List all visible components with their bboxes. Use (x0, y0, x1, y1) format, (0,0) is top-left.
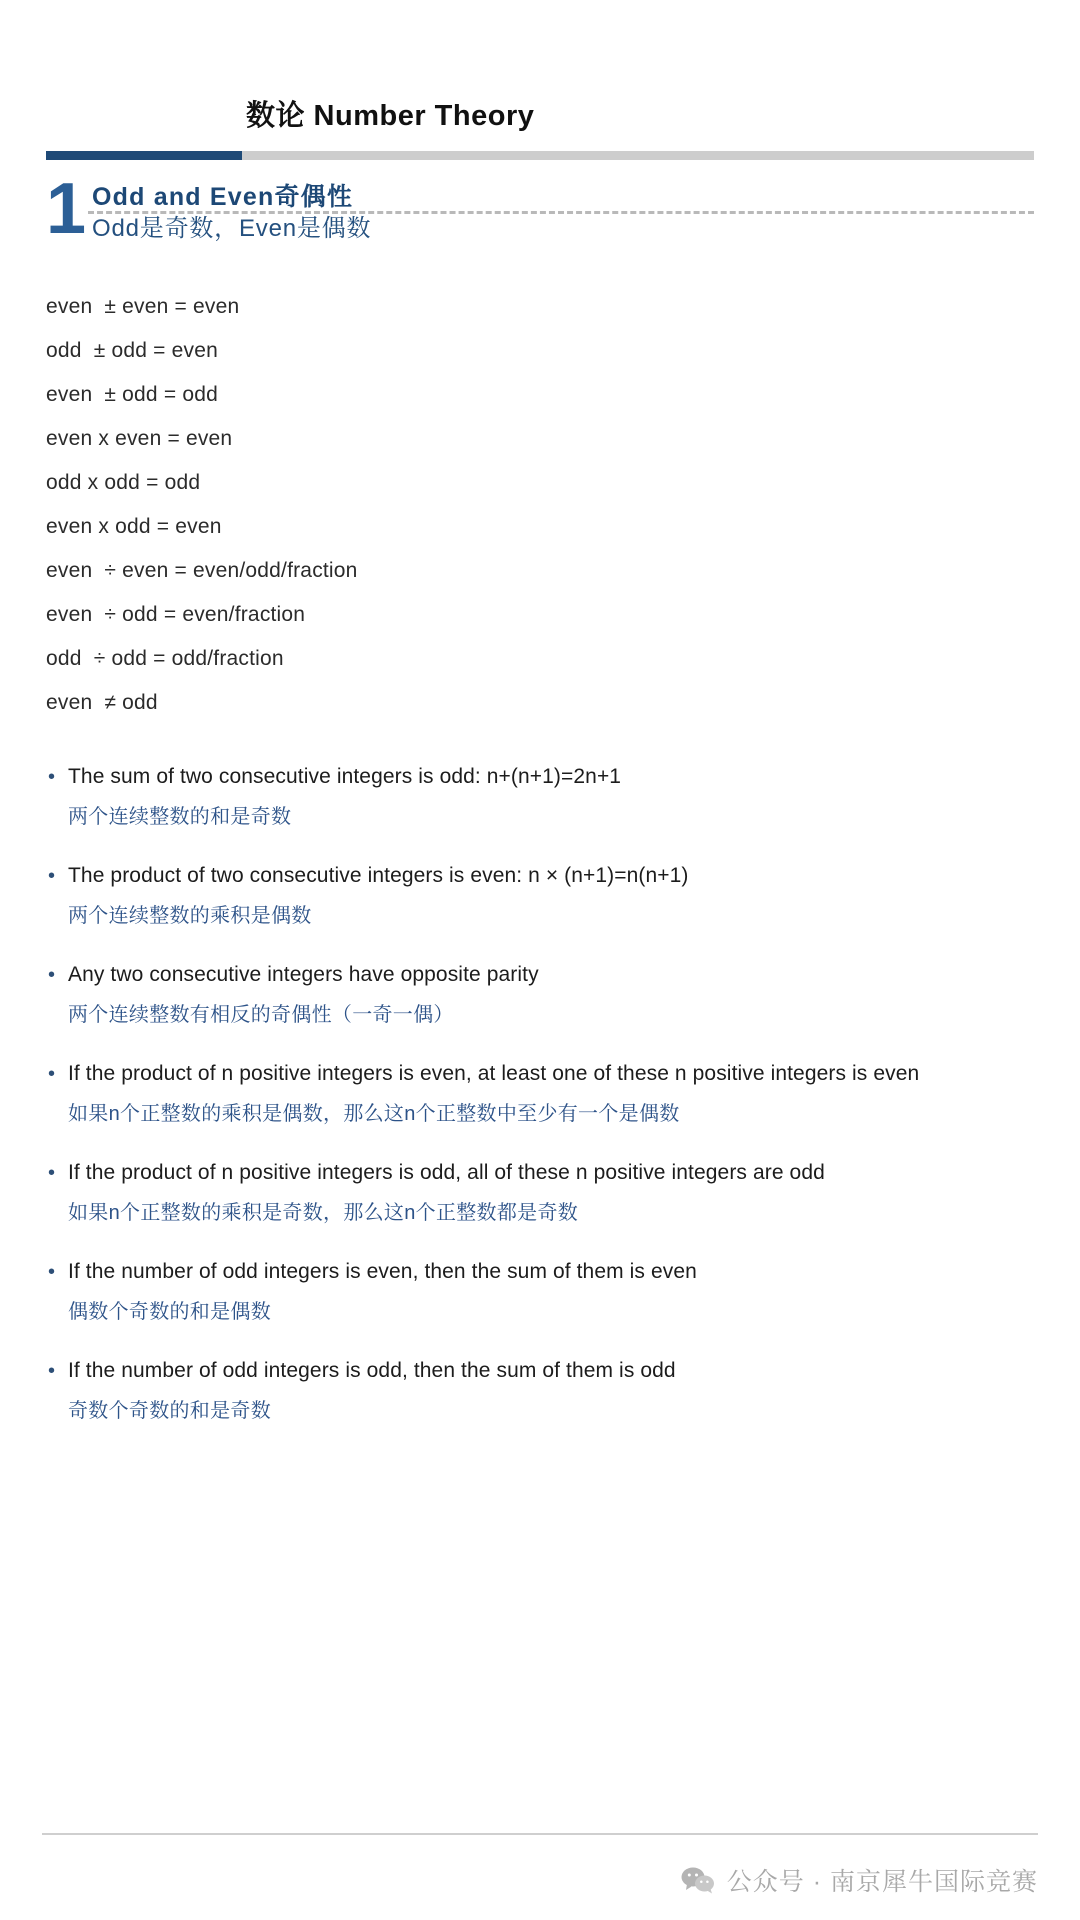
formula-line: even ÷ even = even/odd/fraction (46, 559, 358, 582)
bullet-dot-icon: • (48, 766, 56, 788)
list-item-body (68, 1257, 1046, 1327)
list-item-zh: 两个连续整数有相反的奇偶性（一奇一偶） (68, 1004, 454, 1026)
list-item (46, 960, 1046, 1030)
list-item-body (68, 960, 1046, 1030)
formula-line: odd x odd = odd (46, 471, 201, 494)
section-subtitle: Odd是奇数，Even是偶数 (92, 215, 372, 242)
bullet-dot-icon: • (48, 865, 56, 887)
formula-list (46, 285, 746, 725)
list-item-body (68, 1158, 1046, 1228)
formula-line: even ÷ odd = even/fraction (46, 603, 306, 626)
list-item (46, 1158, 1046, 1228)
list-item (46, 762, 1046, 832)
list-item-zh: 两个连续整数的乘积是偶数 (68, 905, 312, 927)
formula-line: even x even = even (46, 427, 233, 450)
list-item-en: The sum of two consecutive integers is odd: n+(n+1)=2n+1 (68, 765, 622, 788)
list-item (46, 861, 1046, 931)
section-title: Odd and Even奇偶性 (92, 183, 354, 211)
footer-divider (42, 1833, 1038, 1835)
list-item-en: Any two consecutive integers have opposite parity (68, 963, 539, 986)
list-item (46, 1257, 1046, 1327)
list-item (46, 1059, 1046, 1129)
list-item-zh: 偶数个奇数的和是偶数 (68, 1301, 271, 1323)
formula-line: even x odd = even (46, 515, 222, 538)
formula-line: even ± odd = odd (46, 383, 218, 406)
formula-line: even ≠ odd (46, 691, 158, 714)
bullet-dot-icon: • (48, 1261, 56, 1283)
bullet-dot-icon: • (48, 1063, 56, 1085)
list-item-en: If the number of odd integers is even, then the sum of them is even (68, 1260, 697, 1283)
dashed-divider (88, 211, 1034, 214)
list-item-body (68, 762, 1046, 832)
list-item-zh: 两个连续整数的和是奇数 (68, 806, 292, 828)
list-item-zh: 如果n个正整数的乘积是偶数，那么这n个正整数中至少有一个是偶数 (68, 1103, 680, 1125)
list-item-zh: 如果n个正整数的乘积是奇数，那么这n个正整数都是奇数 (68, 1202, 579, 1224)
section-number: 1 (46, 169, 87, 249)
list-item-body (68, 1356, 1046, 1426)
bullet-list (46, 762, 1046, 1455)
bullet-dot-icon: • (48, 964, 56, 986)
formula-line: odd ÷ odd = odd/fraction (46, 647, 284, 670)
list-item (46, 1356, 1046, 1426)
page-title: 数论 Number Theory (246, 100, 535, 132)
list-item-en: If the product of n positive integers is odd, all of these n positive integers are odd (68, 1161, 825, 1184)
list-item-en: If the product of n positive integers is even, at least one of these n positive integers is even (68, 1062, 920, 1085)
wechat-icon (681, 1866, 715, 1894)
progress-rule-fill (46, 151, 242, 160)
list-item-zh: 奇数个奇数的和是奇数 (68, 1400, 271, 1422)
bullet-dot-icon: • (48, 1360, 56, 1382)
list-item-body (68, 1059, 1046, 1129)
footer-text: 公众号 · 南京犀牛国际竞赛 (726, 1868, 1038, 1896)
bullet-dot-icon: • (48, 1162, 56, 1184)
footer (0, 1862, 1038, 1898)
formula-line: odd ± odd = even (46, 339, 218, 362)
list-item-en: If the number of odd integers is odd, then the sum of them is odd (68, 1359, 676, 1382)
formula-line: even ± even = even (46, 295, 240, 318)
progress-rule (46, 151, 1034, 160)
list-item-en: The product of two consecutive integers is even: n × (n+1)=n(n+1) (68, 864, 689, 887)
list-item-body (68, 861, 1046, 931)
